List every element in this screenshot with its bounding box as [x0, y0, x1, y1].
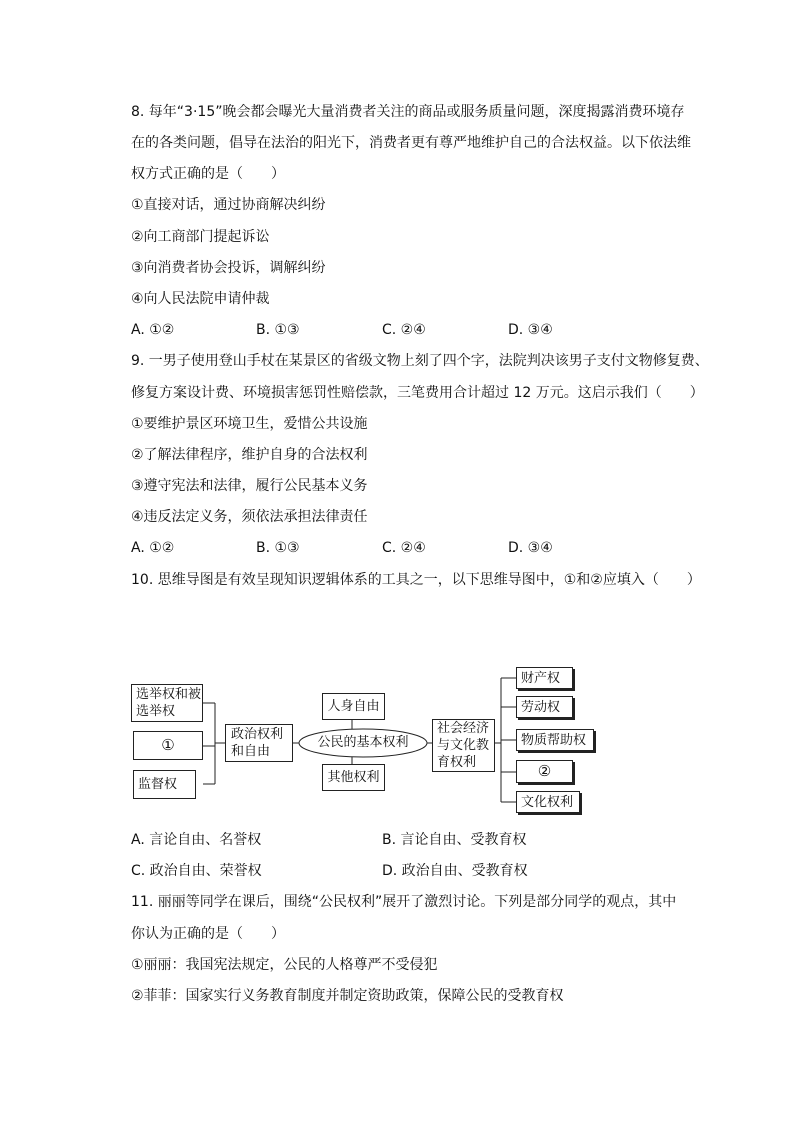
q8-item-4: ④向人民法院申请仲裁 [131, 291, 270, 307]
q9-item-1: ①要维护景区环境卫生，爱惜公共设施 [131, 416, 368, 432]
node-basic-rights-center: 公民的基本权利 [317, 735, 409, 750]
q8-option-a[interactable]: A. ①② [131, 322, 175, 338]
q9-option-d[interactable]: D. ③④ [508, 540, 553, 556]
q8-option-c[interactable]: C. ②④ [382, 322, 426, 338]
q8-stem-line-2: 在的各类问题，倡导在法治的阳光下，消费者更有尊严地维护自己的合法权益。以下依法维 [131, 135, 691, 151]
q8-item-1: ①直接对话，通过协商解决纠纷 [131, 197, 326, 213]
node-cultural-rights: 文化权利 [516, 791, 580, 813]
q11-stem-line-2: 你认为正确的是（ ） [131, 926, 285, 942]
q9-item-2: ②了解法律程序，维护自身的合法权利 [131, 447, 368, 463]
node-material-assistance-right: 物质帮助权 [516, 729, 594, 751]
q9-option-c[interactable]: C. ②④ [382, 540, 426, 556]
q8-stem-line-1: 8. 每年“3·15”晚会都会曝光大量消费者关注的商品或服务质量问题，深度揭露消费环境存 [131, 104, 685, 120]
q11-item-1: ①丽丽：我国宪法规定，公民的人格尊严不受侵犯 [131, 957, 438, 973]
q8-item-3: ③向消费者协会投诉，调解纠纷 [131, 260, 326, 276]
q9-stem-line-1: 9. 一男子使用登山手杖在某景区的省级文物上刻了四个字，法院判决该男子支付文物修复费、 [131, 353, 709, 369]
q8-item-2: ②向工商部门提起诉讼 [131, 229, 270, 245]
q11-item-2: ②菲菲：国家实行义务教育制度并制定资助政策，保障公民的受教育权 [131, 988, 564, 1004]
node-political-rights: 政治权利和自由 [225, 724, 293, 762]
node-personal-freedom: 人身自由 [322, 693, 385, 720]
q8-stem-line-3: 权方式正确的是（ ） [131, 166, 285, 182]
node-election-rights: 选举权和被选举权 [131, 684, 203, 722]
node-blank-1: ① [133, 731, 203, 760]
q9-item-3: ③遵守宪法和法律，履行公民基本义务 [131, 478, 368, 494]
q9-option-b[interactable]: B. ①③ [256, 540, 300, 556]
q10-option-a[interactable]: A. 言论自由、名誉权 [131, 832, 262, 848]
q10-option-b[interactable]: B. 言论自由、受教育权 [382, 832, 527, 848]
q10-stem: 10. 思维导图是有效呈现知识逻辑体系的工具之一，以下思维导图中，①和②应填入（ ） [131, 572, 701, 588]
q8-option-b[interactable]: B. ①③ [256, 322, 300, 338]
node-supervision-rights: 监督权 [133, 770, 196, 799]
q11-stem-line-1: 11. 丽丽等同学在课后，围绕“公民权利”展开了激烈讨论。下列是部分同学的观点，其中 [131, 894, 677, 910]
q8-option-d[interactable]: D. ③④ [508, 322, 553, 338]
q9-stem-line-2: 修复方案设计费、环境损害惩罚性赔偿款，三笔费用合计超过 12 万元。这启示我们（ ） [131, 385, 704, 401]
node-socio-economic-rights: 社会经济与文化教育权利 [432, 719, 495, 772]
q9-option-a[interactable]: A. ①② [131, 540, 175, 556]
node-blank-2: ② [516, 760, 573, 783]
node-property-right: 财产权 [516, 667, 573, 689]
q10-option-d[interactable]: D. 政治自由、受教育权 [382, 863, 528, 879]
node-other-rights: 其他权利 [322, 764, 385, 791]
q10-option-c[interactable]: C. 政治自由、荣誉权 [131, 863, 262, 879]
node-labor-right: 劳动权 [516, 696, 573, 718]
q9-item-4: ④违反法定义务，须依法承担法律责任 [131, 509, 368, 525]
